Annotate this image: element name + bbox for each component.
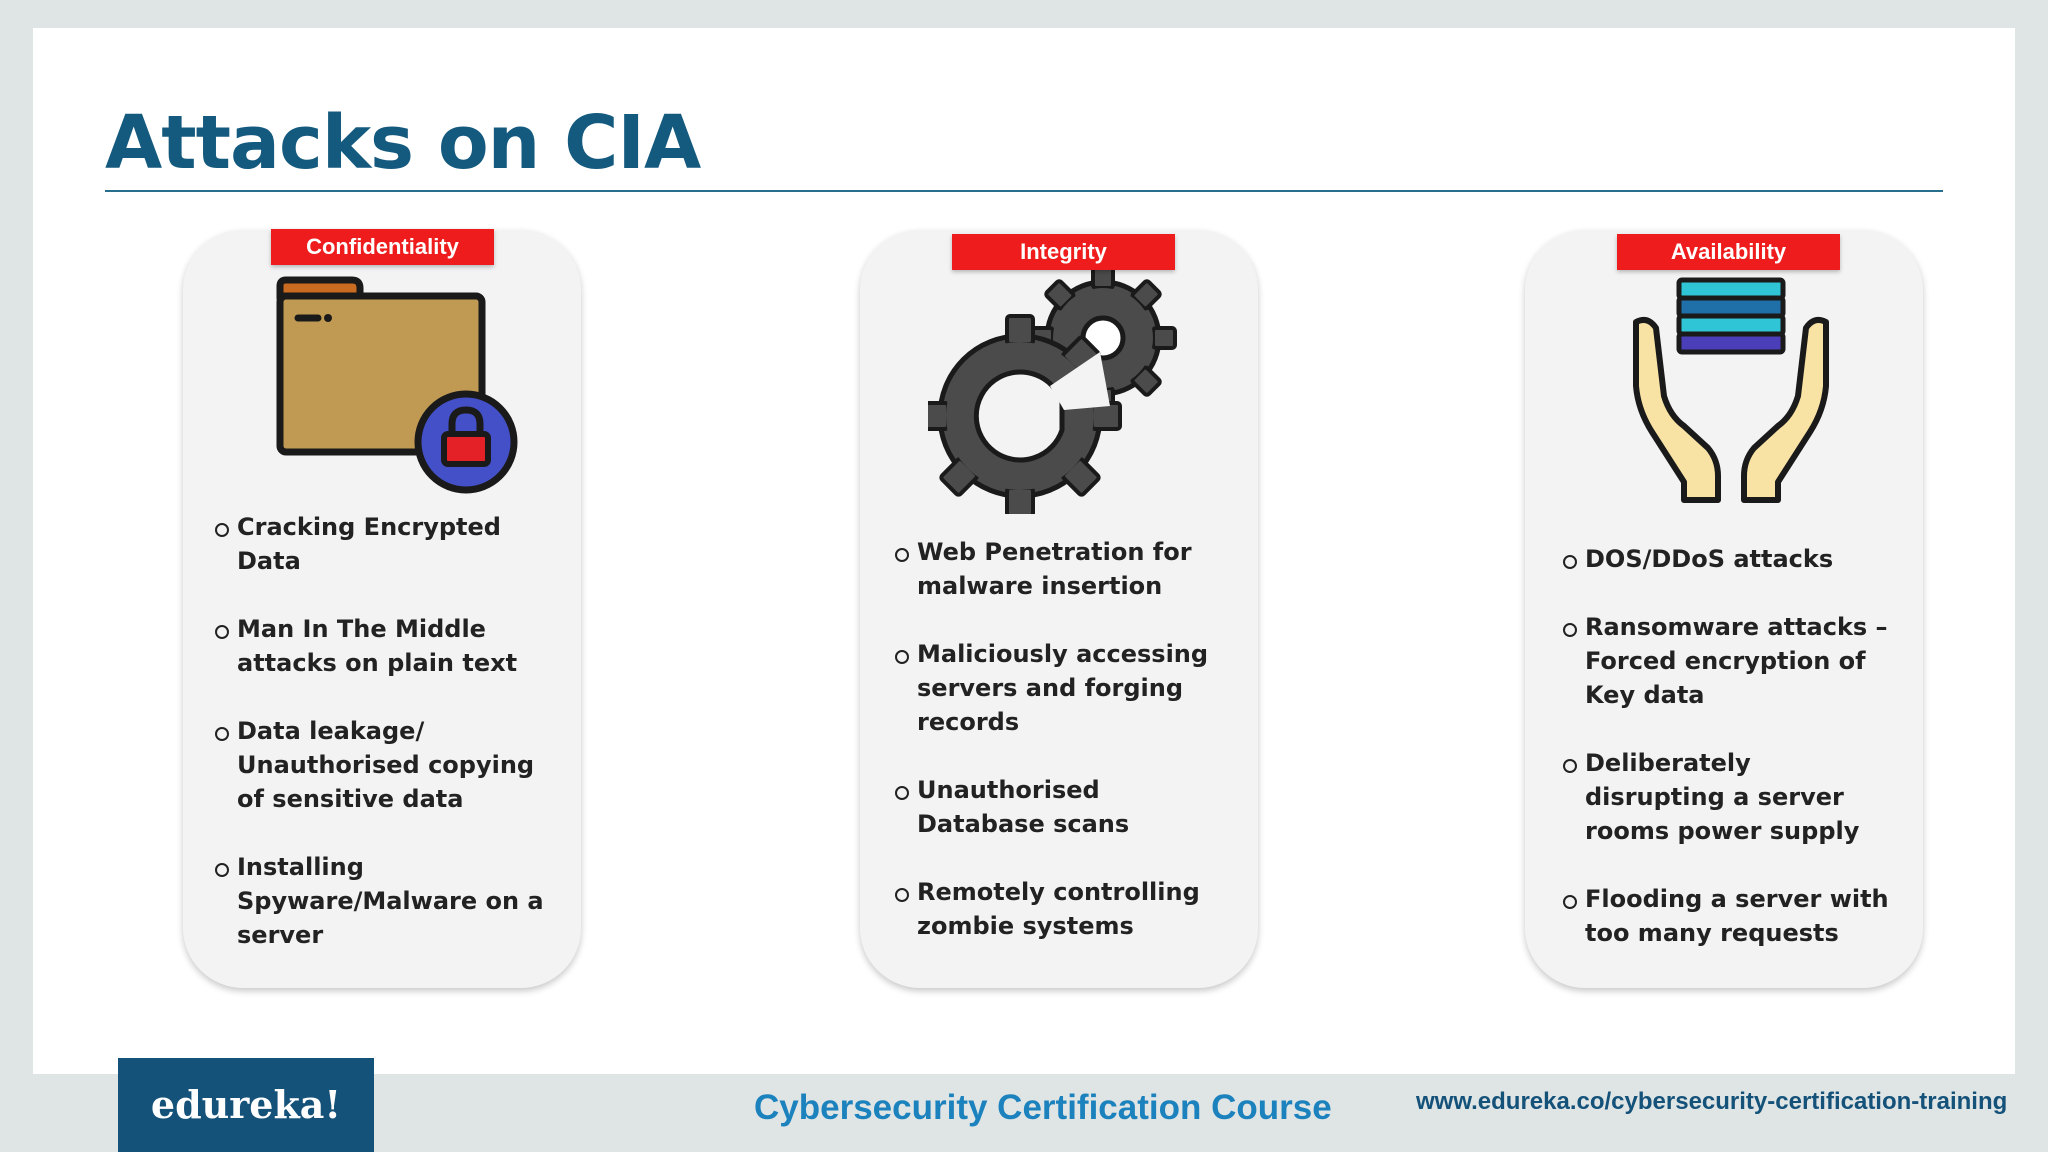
title-divider xyxy=(105,190,1943,192)
list-item: Man In The Middle attacks on plain text xyxy=(215,612,545,680)
list-item: Unauthorised Database scans xyxy=(895,773,1235,841)
edureka-logo: edureka! xyxy=(118,1058,374,1152)
list-item: Installing Spyware/Malware on a server xyxy=(215,850,545,952)
course-url: www.edureka.co/cybersecurity-certification-training xyxy=(1416,1088,2008,1115)
list-confidentiality xyxy=(215,510,545,986)
locked-folder-icon xyxy=(272,274,522,500)
hands-holding-server-icon xyxy=(1624,276,1838,504)
list-integrity xyxy=(895,535,1235,977)
page-title: Attacks on CIA xyxy=(105,100,701,186)
course-title: Cybersecurity Certification Course xyxy=(754,1088,1332,1127)
list-item: Data leakage/ Unauthorised copying of sensitive data xyxy=(215,714,545,816)
list-item: Flooding a server with too many requests xyxy=(1563,882,1893,950)
badge-availability: Availability xyxy=(1617,234,1840,270)
list-item: Deliberately disrupting a server rooms power supply xyxy=(1563,746,1893,848)
list-item: Maliciously accessing servers and forging records xyxy=(895,637,1235,739)
badge-integrity: Integrity xyxy=(952,234,1175,270)
badge-confidentiality: Confidentiality xyxy=(271,229,494,265)
list-availability xyxy=(1563,542,1893,984)
gears-icon xyxy=(928,268,1184,514)
list-item: Remotely controlling zombie systems xyxy=(895,875,1235,943)
list-item: DOS/DDoS attacks xyxy=(1563,542,1893,576)
list-item: Ransomware attacks – Forced encryption of Key data xyxy=(1563,610,1893,712)
list-item: Web Penetration for malware insertion xyxy=(895,535,1235,603)
list-item: Cracking Encrypted Data xyxy=(215,510,545,578)
